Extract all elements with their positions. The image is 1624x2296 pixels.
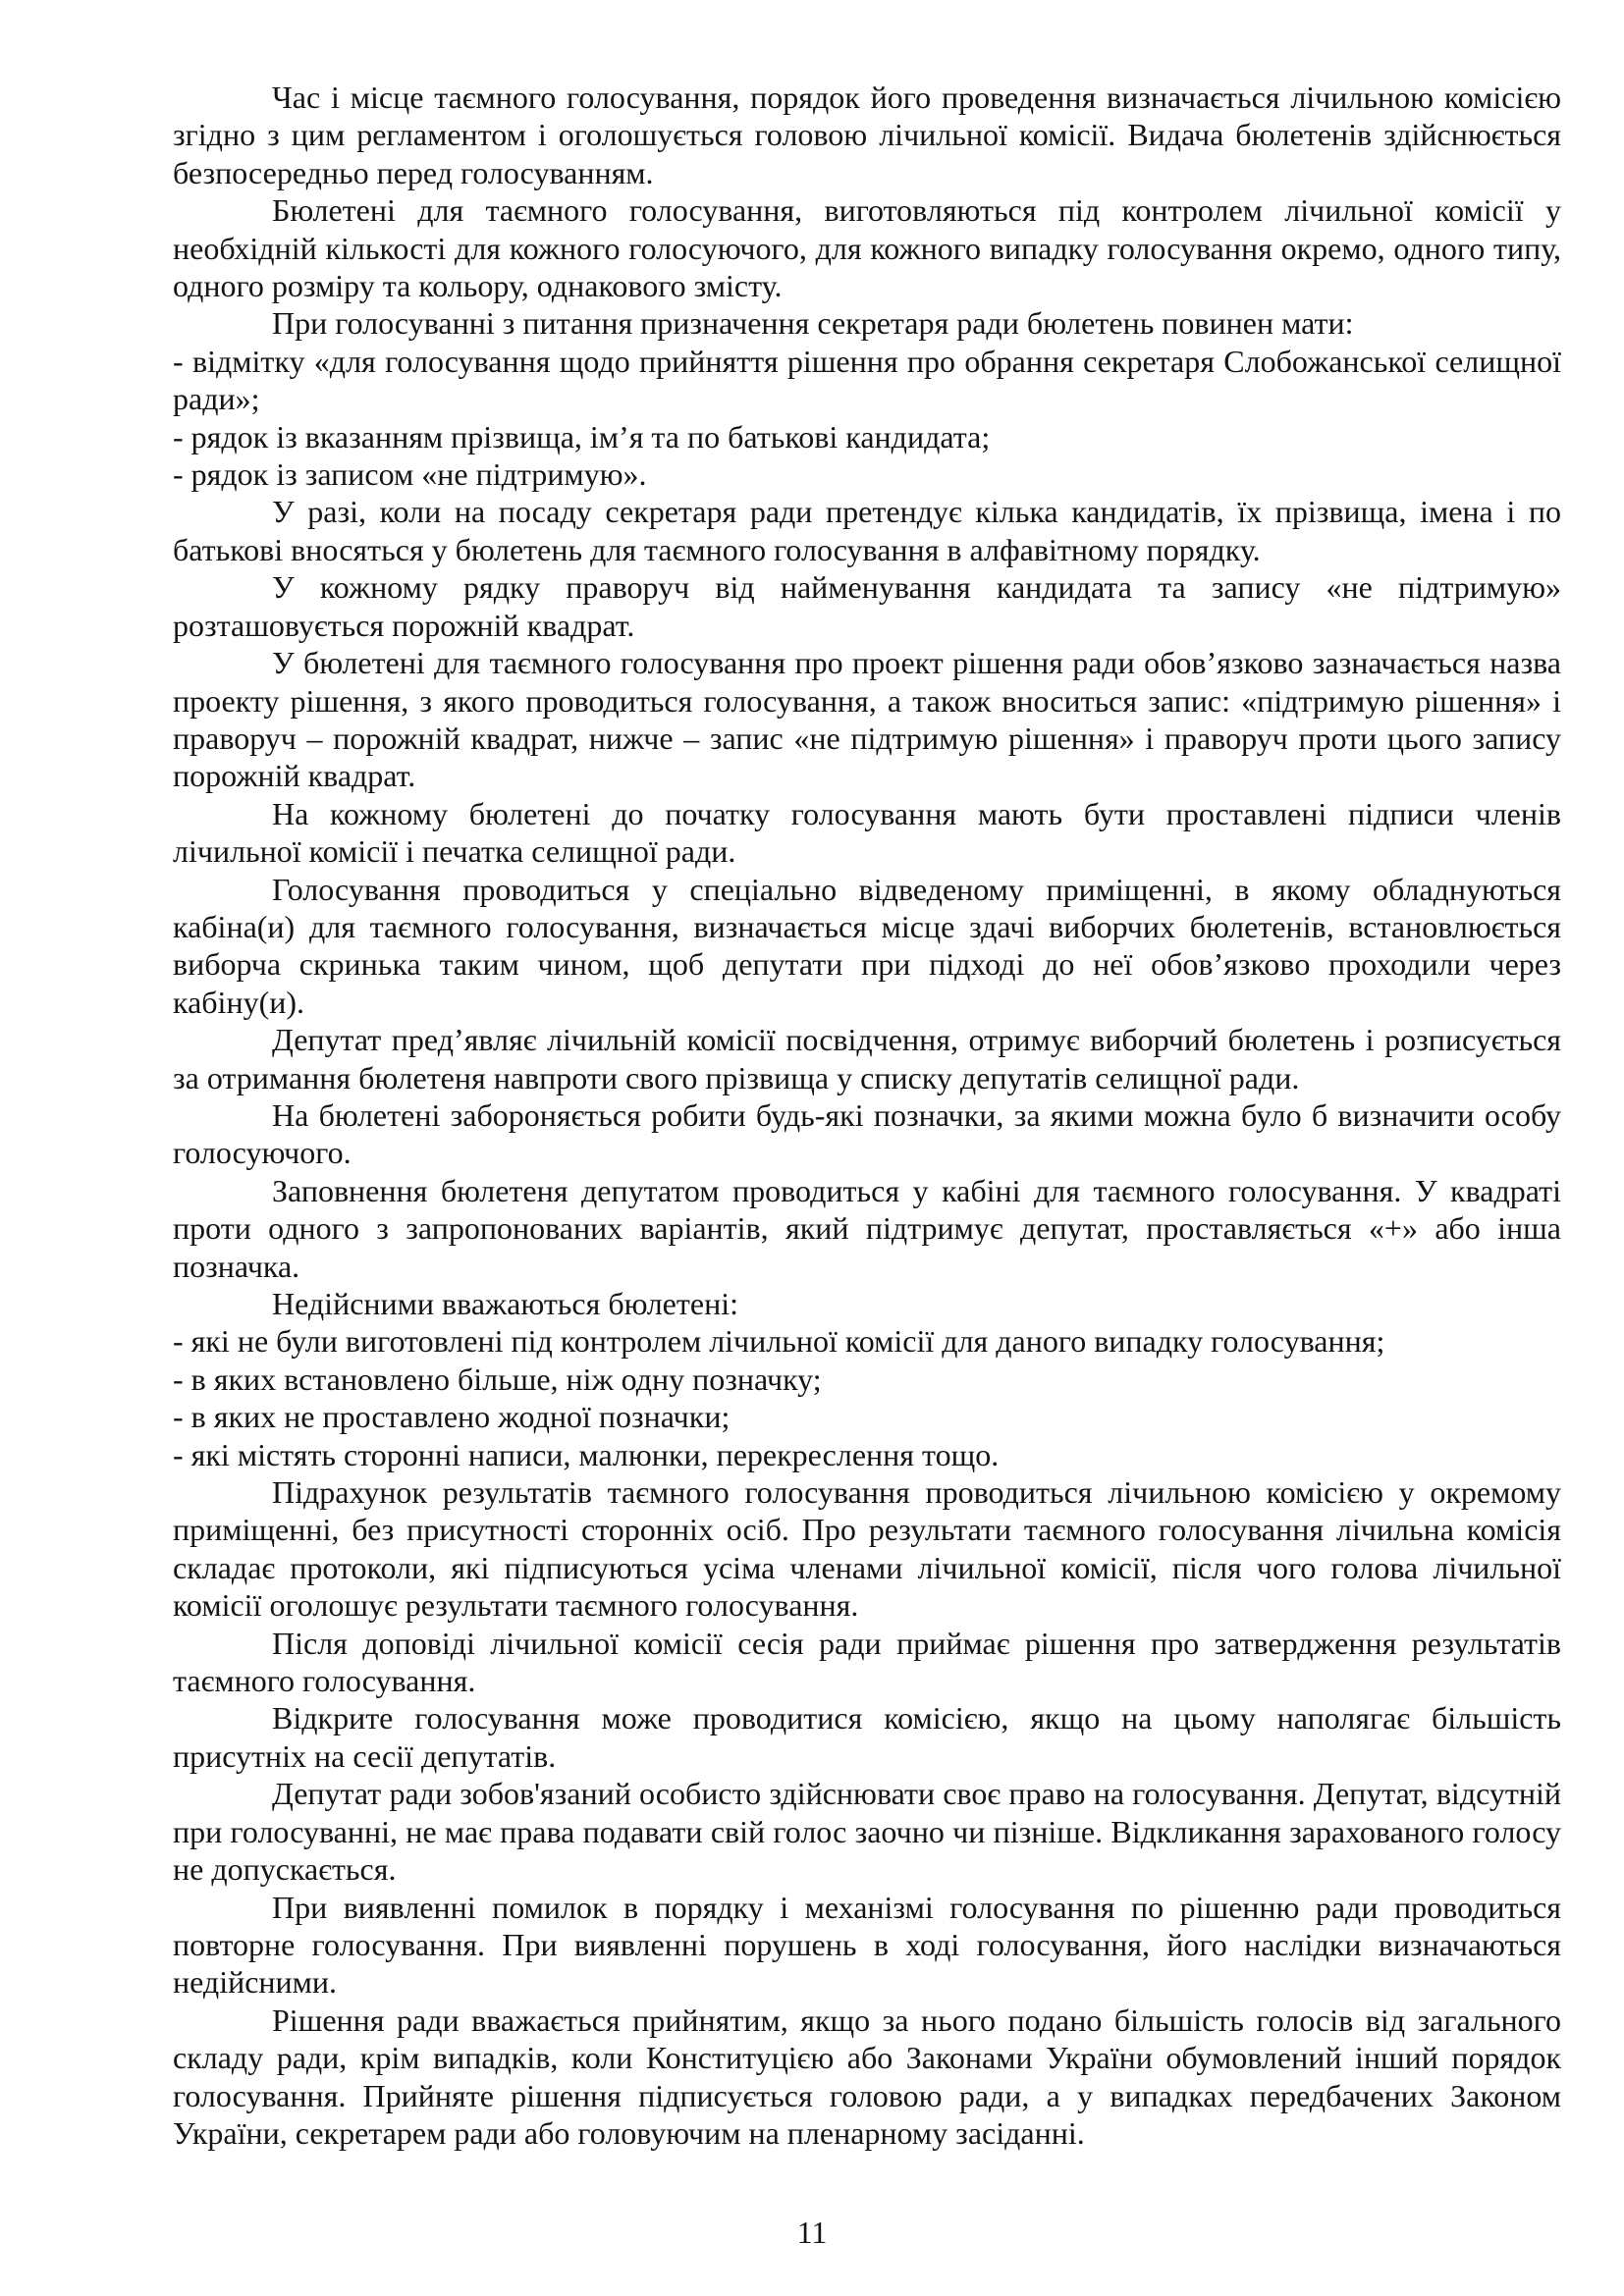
paragraph: Відкрите голосування може проводитися комісією, якщо на цьому наполягає більшість присутніх на сесії депутатів. [173,1700,1561,1774]
paragraph: У кожному рядку праворуч від найменування кандидата та запису «не підтримую» розташовується порожній квадрат. [173,569,1561,643]
list-item: - рядок із записом «не підтримую». [173,456,647,493]
list-item: - в яких встановлено більше, ніж одну позначку; [173,1361,822,1397]
document-body [173,79,1561,2152]
list-item: - в яких не проставлено жодної позначки; [173,1399,731,1435]
paragraph: При голосуванні з питання призначення секретаря ради бюлетень повинен мати: [272,305,1354,342]
paragraph: Депутат пред’являє лічильній комісії посвідчення, отримує виборчий бюлетень і розписується за отримання бюлетеня навпроти свого прізвища у списку депутатів селищної ради. [173,1022,1561,1095]
list-item: - які не були виготовлені під контролем лічильної комісії для даного випадку голосування; [173,1323,1385,1360]
list-item: - відмітку «для голосування щодо прийняття рішення про обрання секретаря Слобожанської селищної ради»; [173,343,1561,417]
paragraph: У разі, коли на посаду секретаря ради претендує кілька кандидатів, їх прізвища, імена і по батькові вносяться у бюлетень для таємного голосування в алфавітному порядку. [173,494,1561,567]
paragraph: У бюлетені для таємного голосування про проект рішення ради обов’язково зазначається назва проекту рішення, з якого проводиться голосування, а також вноситься запис: «підтримую рішення» і праворуч – порожній квадрат, нижче – запис «не підтримую рішення» і праворуч проти цього запису порожній квадрат. [173,645,1561,794]
paragraph: На бюлетені забороняється робити будь-які позначки, за якими можна було б визначити особу голосуючого. [173,1096,1561,1171]
paragraph: На кожному бюлетені до початку голосування мають бути проставлені підписи членів лічильної комісії і печатка селищної ради. [173,795,1561,870]
paragraph: Після доповіді лічильної комісії сесія ради приймає рішення про затвердження результатів таємного голосування. [173,1625,1561,1699]
list-item: - які містять сторонні написи, малюнки, перекреслення тощо. [173,1436,1000,1472]
paragraph: Заповнення бюлетеня депутатом проводиться у кабіні для таємного голосування. У квадраті проти одного з запропонованих варіантів, який підтримує депутат, проставляється «+» або інша позначка. [173,1172,1561,1284]
paragraph: Недійсними вважаються бюлетені: [272,1286,738,1321]
list-item: - рядок із вказанням прізвища, ім’я та по батькові кандидата; [173,418,991,454]
paragraph: При виявленні помилок в порядку і механізмі голосування по рішенню ради проводиться повторне голосування. При виявленні порушень в ході голосування, його наслідки визначаються недійсними. [173,1889,1561,2001]
page-number: 11 [796,2215,828,2250]
paragraph: Час і місце таємного голосування, порядок його проведення визначається лічильною комісією згідно з цим регламентом і оголошується головою лічильної комісії. Видача бюлетенів здійснюється безпосередньо перед голосуванням. [173,80,1561,190]
paragraph: Депутат ради зобов'язаний особисто здійснювати своє право на голосування. Депутат, відсутній при голосуванні, не має права подавати свій голос заочно чи пізніше. Відкликання зарахованого голосу не допускається. [173,1776,1561,1888]
paragraph: Голосування проводиться у спеціально відведеному приміщенні, в якому обладнуються кабіна(и) для таємного голосування, визначається місце здачі виборчих бюлетенів, встановлюється виборча скринька таким чином, щоб депутати при підході до неї обов’язково проходили через кабіну(и). [173,871,1561,1020]
paragraph: Рішення ради вважається прийнятим, якщо за нього подано більшість голосів від загального складу ради, крім випадків, коли Конституцією або Законами України обумовлений інший порядок голосування. Прийняте рішення підписується головою ради, а у випадках передбачених Законом України, секретарем ради або головуючим на пленарному засіданні. [173,2002,1561,2151]
paragraph: Бюлетені для таємного голосування, виготовляються під контролем лічильної комісії у необхідній кількості для кожного голосуючого, для кожного випадку голосування окремо, одного типу, одного розміру та кольору, однакового змісту. [173,192,1561,304]
paragraph: Підрахунок результатів таємного голосування проводиться лічильною комісією у окремому приміщенні, без присутності сторонніх осіб. Про результати таємного голосування лічильна комісія складає протоколи, які підписуються усіма членами лічильної комісії, після чого голова лічильної комісії оголошує результати таємного голосування. [173,1474,1561,1624]
